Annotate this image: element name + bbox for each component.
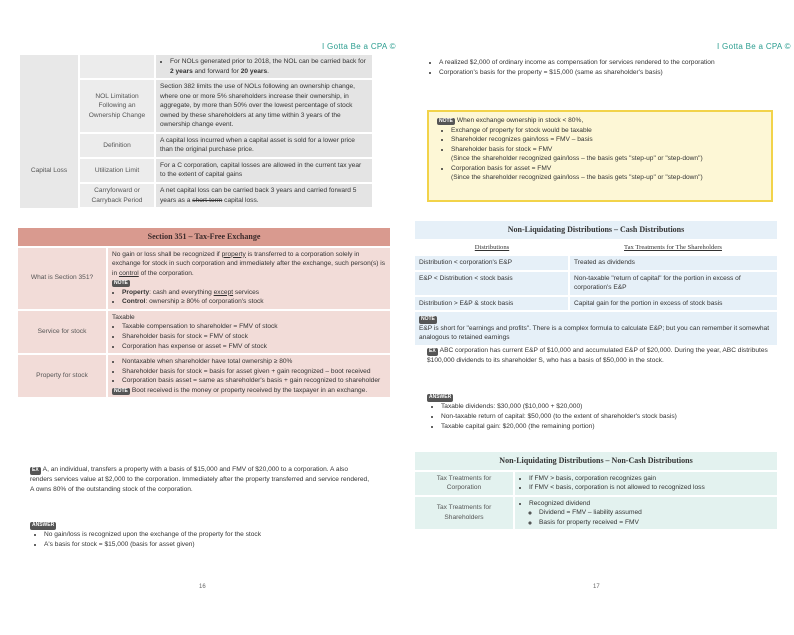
note-tag: NOTE xyxy=(114,280,128,287)
what-is-351-text: No gain or loss shall be recognized if property is transferred to a corporation solely in exchange for stock in such corporation and immediately after the exchange, such person(s) is in control of the corporation. NOTE • Property: cash and everything except services • Control: ownership ≥ 80% of corporation's stock xyxy=(107,247,390,310)
answer-block xyxy=(30,520,370,550)
definition-text: A capital loss incurred when a capital asset is sold for a lower price than the original purchase price. xyxy=(155,133,372,158)
list-item: • Nontaxable when shareholder have total ownership ≥ 80% xyxy=(122,357,386,367)
utilization-limit-text: For a C corporation, capital losses are allowed in the current tax year to the extent of capital gains xyxy=(155,158,372,183)
list-item: • A realized $2,000 of ordinary income as compensation for services rendered to the corporation xyxy=(439,58,775,68)
list-item: • Taxable capital gain: $20,000 (the remaining portion) xyxy=(441,422,772,432)
capital-loss-label: Capital Loss xyxy=(20,133,79,208)
page-number: 16 xyxy=(199,584,206,590)
what-is-351-label: What is Section 351? xyxy=(18,247,107,310)
list-item: • Non-taxable return of capital: $50,000 (to the extent of shareholder's stock basis) xyxy=(441,412,772,422)
list-item: • Recognized dividend xyxy=(529,499,773,509)
list-item: • If FMV < basis, corporation is not allowed to recognized loss xyxy=(529,483,773,493)
list-item: • Shareholder basis for stock = basis for asset given + gain recognized – boot received xyxy=(122,367,386,377)
list-item: • Shareholder recognizes gain/loss = FMV – basis xyxy=(451,135,763,145)
nol-limitation-label: NOL Limitation Following an Ownership Change xyxy=(79,79,155,133)
service-for-stock-label: Service for stock xyxy=(18,310,107,354)
example-tag: EX xyxy=(429,348,436,354)
list-item: • Exchange of property for stock would be taxable xyxy=(451,126,763,136)
service-for-stock-text: Taxable • Taxable compensation to shareholder = FMV of stock • Shareholder basis for stock = FMV of stock • Corporation has expense or asset = FMV of stock xyxy=(107,310,390,354)
table-row: Distribution < corporation's E&P Treated as dividends xyxy=(415,255,777,271)
property-for-stock-label: Property for stock xyxy=(18,354,107,397)
noncash-distributions-table xyxy=(415,450,777,529)
shareholder-treatment-label: Tax Treatments for Shareholders xyxy=(415,496,514,530)
cash-distributions-table xyxy=(415,219,777,345)
nol-carry-period-cell: • For NOLs generated prior to 2018, the NOL can be carried back for 2 years and forward for 20 years. xyxy=(155,55,372,79)
note-tag: NOTE xyxy=(421,316,435,323)
list-item: • Shareholder basis for stock = FMV of stock xyxy=(122,332,386,342)
answer-tag: ANSWER xyxy=(32,522,55,528)
ep-note: NOTE E&P is short for "earnings and profits". There is a complex formula to calculate E&P; but you can remember it somewhat analogous to retained earnings xyxy=(415,311,777,345)
answer-tag: ANSWER xyxy=(429,394,452,400)
list-item: • Shareholder basis for stock = FMV xyxy=(451,145,763,155)
example-tag: EX xyxy=(32,467,39,473)
example-paragraph: EX A, an individual, transfers a property with a basis of $15,000 and FMV of $20,000 to a corporation. A also renders services value at $2,000 to the corporation. Immediately after the property transferred and service rendered, A owns 80% of the outstanding stock of the corporation. xyxy=(30,466,370,493)
brand-logo: I Gotta Be a CPA © xyxy=(322,42,396,51)
nol-limitation-text: Section 382 limits the use of NOLs following an ownership change, where one or more 5% shareholders increase their ownership, in aggregate, by more than 50% over the lowest percentage of stock owned by these shareholders at any time within 3 years of the ownership change event. xyxy=(155,79,372,133)
table-row: E&P < Distribution < stock basis Non-taxable "return of capital" for the portion in excess of corporation's E&P xyxy=(415,271,777,296)
note-box: NOTE When exchange ownership in stock < 80%, • Exchange of property for stock would be taxable • Shareholder recognizes gain/loss = FMV – basis • Shareholder basis for stock = FMV (Since the shareholder recognized gain/loss – the basis gets "step-up" or "step-down") • Corporation basis for asset = FMV (Since the shareholder recognized gain/loss – the basis gets "step-up" or "step-down") xyxy=(427,110,773,202)
brand-logo: I Gotta Be a CPA © xyxy=(717,42,791,51)
list-item: • Taxable dividends: $30,000 ($10,000 + $20,000) xyxy=(441,402,772,412)
carry-period-label: Carryforward or Carryback Period xyxy=(79,183,155,208)
list-item: ◦ Dividend = FMV – liability assumed xyxy=(539,508,773,518)
corporation-treatment-label: Tax Treatments for Corporation xyxy=(415,471,514,496)
section-351-table xyxy=(18,228,390,397)
table-row: Distribution > E&P & stock basis Capital gain for the portion in excess of stock basis xyxy=(415,296,777,312)
list-item: • Corporation basis for asset = FMV xyxy=(451,164,763,174)
page-number: 17 xyxy=(593,584,600,590)
list-item: ◦ Basis for property received = FMV xyxy=(539,518,773,528)
list-item: • Corporation's basis for the property = $15,000 (same as shareholder's basis) xyxy=(439,68,775,78)
note-tag: NOTE xyxy=(114,387,128,394)
property-for-stock-text: • Nontaxable when shareholder have total ownership ≥ 80% • Shareholder basis for stock = basis for asset given + gain recognized – boot received • Corporation basis asset = same as shareholder's basis + gain recognized to shareholder NOTE Boot received is the money or property received by the taxpayer in an exchange. xyxy=(107,354,390,397)
list-item: • Taxable compensation to shareholder = FMV of stock xyxy=(122,322,386,332)
column-header: Tax Treatments for The Shareholders xyxy=(569,240,777,256)
column-header: Distributions xyxy=(415,240,569,256)
list-item: • Corporation has expense or asset = FMV of stock xyxy=(122,342,386,352)
continued-answer xyxy=(425,58,775,78)
carry-period-text: A net capital loss can be carried back 3 years and carried forward 5 years as a short-term capital loss. xyxy=(155,183,372,208)
list-item: • Corporation basis asset = same as shareholder's basis + gain recognized to shareholder xyxy=(122,376,386,386)
note-tag: NOTE xyxy=(439,118,453,124)
list-item: • A's basis for stock = $15,000 (basis for asset given) xyxy=(44,540,370,550)
example-paragraph: EX ABC corporation has current E&P of $10,000 and accumulated E&P of $20,000. During the year, ABC distributes $100,000 dividends to its shareholder S, who has a basis of $50,000 in the stock. xyxy=(427,347,768,364)
shareholder-treatment-text xyxy=(514,496,777,530)
section-351-title: Section 351 – Tax-Free Exchange xyxy=(18,228,390,247)
right-page xyxy=(397,0,794,635)
utilization-limit-label: Utilization Limit xyxy=(79,158,155,183)
list-item: • If FMV > basis, corporation recognizes gain xyxy=(529,474,773,484)
corporation-treatment-text xyxy=(514,471,777,496)
definition-label: Definition xyxy=(79,133,155,158)
list-item: • No gain/loss is recognized upon the exchange of the property for the stock xyxy=(44,530,370,540)
noncash-distributions-title: Non-Liquidating Distributions – Non-Cash Distributions xyxy=(415,451,777,471)
cash-distributions-title: Non-Liquidating Distributions – Cash Distributions xyxy=(415,220,777,240)
nol-table xyxy=(20,55,372,209)
answer-block xyxy=(427,392,772,432)
